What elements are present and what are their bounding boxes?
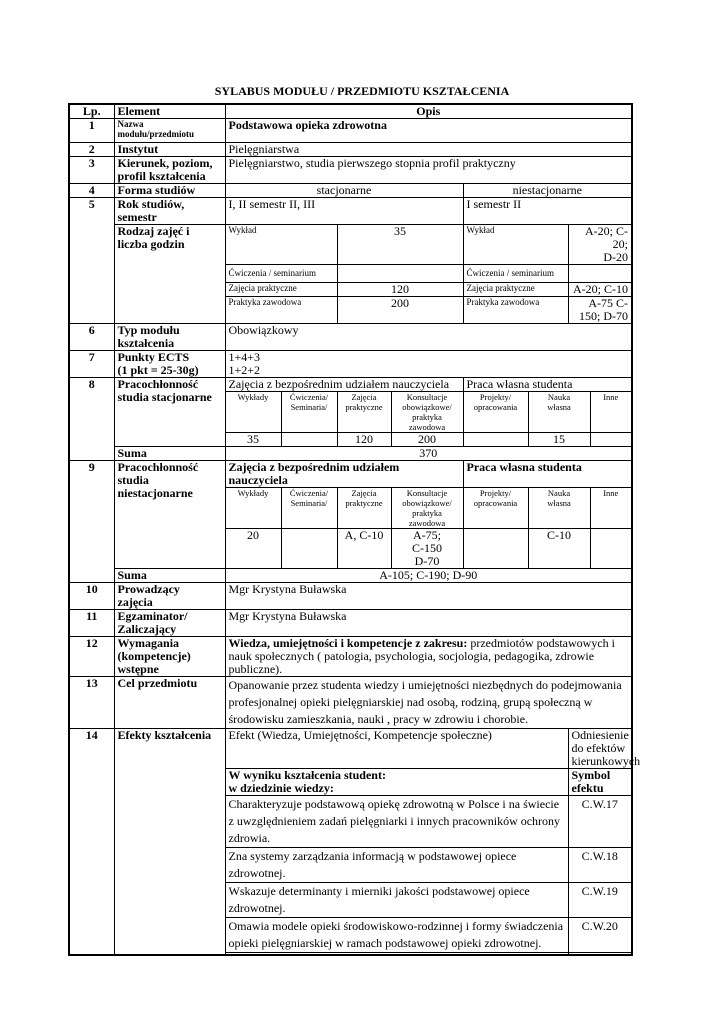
workload-value: 20 [225,529,281,569]
workload-col: Projekty/ opracowania [463,392,528,433]
row-label: Instytut [114,143,225,157]
row-number: 4 [69,184,114,198]
module-type-value: Obowiązkowy [225,324,632,351]
syllabus-table [68,103,641,956]
workload-col: Inne [590,392,632,433]
hours-type: Ćwiczenia / seminarium [225,265,337,283]
effect-text: Zna systemy zarządzania informacją w podstawowej opiece zdrowotnej. [225,848,568,883]
field-value: Pielęgniarstwo, studia pierwszego stopnia profil praktyczny [225,157,632,184]
effects-sub-right: Symbol efektu [568,769,632,796]
effects-sub-left-text: W wyniku kształcenia student: [228,768,386,782]
row-label: Wymagania (kompetencje) wstępne [114,637,225,677]
header-lp: Lp. [69,104,114,119]
row-label: Punkty ECTS (1 pkt = 25-30g) [114,351,225,378]
row-label: Efekty kształcenia [114,729,225,955]
row-label: Pracochłonność studia niestacjonarne [114,461,225,569]
hours-label: Rodzaj zajęć i liczba godzin [114,225,225,324]
form-stationary: stacjonarne [225,184,463,198]
row-number: 9 [69,461,114,583]
row-number: 5 [69,198,114,324]
workload-sum-row [69,447,632,461]
row-1 [69,119,632,143]
header-element: Element [114,104,225,119]
row-number: 3 [69,157,114,184]
workload-value [463,529,528,569]
hours-value: A-20; C-10 [568,283,632,297]
row-label: Cel przedmiotu [114,677,225,729]
workload-direct-header: Zajęcia z bezpośrednim udziałem nauczyciela [225,461,463,488]
effect-text: Charakteryzuje podstawową opiekę zdrowotną w Polsce i na świecie z uwzględnieniem zadań pielęgniarki i innych pracowników ochrony zdrowia. [225,796,568,848]
hours-type: Wykład [225,225,337,265]
hours-type: Praktyka zawodowa [225,297,337,324]
effect-text: Wskazuje determinanty i mierniki jakości podstawowej opiece zdrowotnej. [225,883,568,918]
effects-domain: w dziedzinie wiedzy: [228,781,334,795]
requirements-value [225,637,632,677]
hours-value [568,265,632,283]
row-8 [69,378,632,392]
effect-symbol: C.W.18 [568,848,632,883]
workload-value: 35 [225,433,281,447]
workload-col: Projekty/ opracowania [463,488,528,529]
effect-symbol: C.W.17 [568,796,632,848]
institute-value: Pielęgniarstwa [225,143,632,157]
sum-label: Suma [114,569,225,583]
row-label: Kierunek, poziom, profil kształcenia [114,157,225,184]
row-number: 13 [69,677,114,729]
row-5 [69,198,632,225]
workload-value [590,433,632,447]
hours-type: Zajęcia praktyczne [225,283,337,297]
workload-own-header: Praca własna studenta [463,461,632,488]
row-3 [69,157,632,184]
row-11 [69,610,632,637]
workload-value: 120 [337,433,391,447]
year-extramural: I semestr II [463,198,632,225]
header-opis: Opis [225,104,632,119]
workload-col: Konsultacje obowiązkowe/ praktyka zawodowa [391,488,463,529]
form-extramural: niestacjonarne [463,184,632,198]
workload-direct-header: Zajęcia z bezpośrednim udziałem nauczyciela [225,378,463,392]
workload-value: 15 [528,433,590,447]
row-10 [69,583,632,610]
workload-col: Wykłady [225,488,281,529]
row-label: Typ modułu kształcenia [114,324,225,351]
workload-col: Ćwiczenia/ Seminaria/ [281,392,337,433]
hours-type: Ćwiczenia / seminarium [463,265,568,283]
workload-col: Wykłady [225,392,281,433]
row-label: Forma studiów [114,184,225,198]
row-number: 11 [69,610,114,637]
row-number: 14 [69,729,114,955]
hours-value: A-75 C-150; D-70 [568,297,632,324]
workload-own-header: Praca własna studenta [463,378,632,392]
requirements-bold: Wiedza, umiejętności i kompetencje z zakresu: [228,636,468,650]
hours-value: 35 [337,225,463,265]
row-number: 7 [69,351,114,378]
hours-value [337,265,463,283]
hours-type: Zajęcia praktyczne [463,283,568,297]
effect-symbol: C.W.20 [568,918,632,953]
effect-symbol: C.W.19 [568,883,632,918]
workload-col: Nauka własna [528,392,590,433]
row-6 [69,324,632,351]
header-row [69,104,632,119]
row-number: 2 [69,143,114,157]
row-number: 6 [69,324,114,351]
workload-col: Zajęcia praktyczne [337,392,391,433]
workload-col: Ćwiczenia/ Seminaria/ [281,488,337,529]
workload-col: Nauka własna [528,488,590,529]
row-12 [69,637,632,677]
row-9 [69,461,632,488]
year-stationary: I, II semestr II, III [225,198,463,225]
sum-value: A-105; C-190; D-90 [225,569,632,583]
effects-head-right: Odniesienie do efektów kierunkowych [568,729,632,769]
effects-end-cell [568,953,632,955]
effects-end-cell [225,953,568,955]
requirements-text: przedmiotów podstawowych i nauk społecznych ( patologia, psychologia, socjologia, pedagogika, zdrowie publiczne). [228,636,615,676]
workload-sum-row [69,569,632,583]
workload-value: A-75; C-150 D-70 [391,529,463,569]
row-label: Rok studiów, semestr [114,198,225,225]
hours-type: Praktyka zawodowa [463,297,568,324]
hours-value: A-20; C-20; D-20 [568,225,632,265]
lecturer-value: Mgr Krystyna Buławska [225,583,632,610]
row-label: Pracochłonność studia stacjonarne [114,378,225,447]
workload-value [463,433,528,447]
workload-value [281,433,337,447]
workload-value: C-10 [528,529,590,569]
workload-value: A, C-10 [337,529,391,569]
row-13 [69,677,632,729]
workload-value [281,529,337,569]
row-7 [69,351,632,378]
row-label: Nazwa modułu/przedmiotu [114,119,225,143]
workload-value: 200 [391,433,463,447]
page-title: SYLABUS MODUŁU / PRZEDMIOTU KSZTAŁCENIA [214,84,510,98]
effects-head-left: Efekt (Wiedza, Umiejętności, Kompetencje społeczne) [225,729,568,769]
row-14 [69,729,632,769]
effects-sub-left [225,769,568,796]
row-number: 1 [69,119,114,143]
row-number: 8 [69,378,114,461]
objective-value: Opanowanie przez studenta wiedzy i umiejętności niezbędnych do podejmowania profesjonalnej opieki pielęgniarskiej nad osobą, rodziną, grupą społeczną w środowisku zamieszkania, nauki , pracy w zdrowiu i chorobie. [225,677,632,729]
row-label: Prowadzący zajęcia [114,583,225,610]
module-name: Podstawowa opieka zdrowotna [225,119,632,143]
hours-type: Wykład [463,225,568,265]
hours-row [69,225,632,265]
row-number: 12 [69,637,114,677]
examiner-value: Mgr Krystyna Buławska [225,610,632,637]
row-label: Egzaminator/ Zaliczający [114,610,225,637]
workload-col: Inne [590,488,632,529]
hours-value: 200 [337,297,463,324]
workload-col: Zajęcia praktyczne [337,488,391,529]
row-4 [69,184,632,198]
workload-col: Konsultacje obowiązkowe/ praktyka zawodowa [391,392,463,433]
workload-value [590,529,632,569]
hours-value: 120 [337,283,463,297]
effect-text: Omawia modele opieki środowiskowo-rodzinnej i formy świadczenia opieki pielęgniarskiej w ramach podstawowej opieki zdrowotnej. [225,918,568,953]
sum-label: Suma [114,447,225,461]
ects-value: 1+4+3 1+2+2 [225,351,632,378]
row-2 [69,143,632,157]
sum-value: 370 [225,447,632,461]
row-number: 10 [69,583,114,610]
